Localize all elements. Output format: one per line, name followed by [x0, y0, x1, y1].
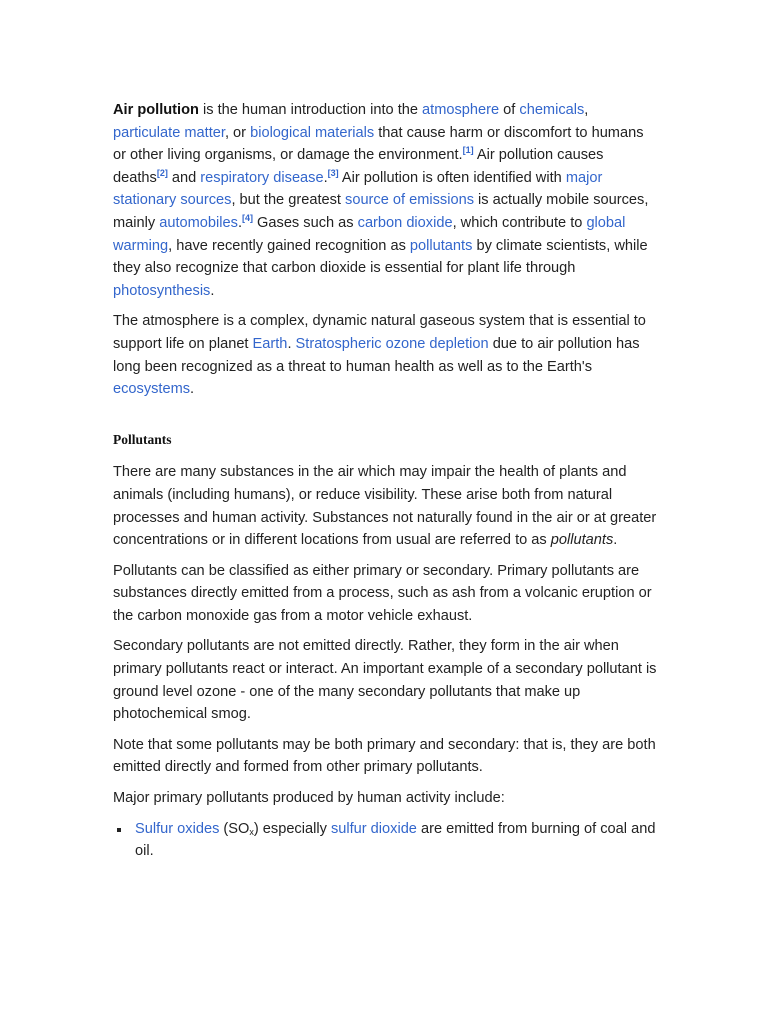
text-span: , have recently gained recognition as — [168, 237, 410, 254]
text-span: There are many substances in the air which may impair the health of plants and animals (including humans), or reduce visibility. These arise both from natural processes and human activity. Substances not naturally found in the air or at greater concentrations or in different locations from usual are referred to as — [113, 464, 657, 549]
text-span: by climate scientists, while they also recognize that carbon dioxide is essential for plant life through — [113, 237, 648, 277]
link-carbon-dioxide[interactable]: carbon dioxide — [357, 214, 453, 231]
text-span: Air pollution is often identified with — [338, 169, 566, 186]
text-span: . — [287, 335, 296, 352]
ref-4[interactable]: [4] — [242, 212, 253, 223]
link-pollutants[interactable]: pollutants — [409, 237, 473, 254]
link-stratospheric-ozone-depletion[interactable]: Stratospheric ozone depletion — [295, 335, 489, 352]
text-span: . — [237, 214, 242, 231]
subscript-x: x — [249, 826, 254, 837]
text-span: The atmosphere is a complex, dynamic natural gaseous system that is essential to support life on planet — [113, 313, 646, 352]
text-span: . — [210, 282, 215, 299]
text-span: is the human introduction into the — [198, 102, 423, 118]
link-source-of-emissions[interactable]: source of emissions — [345, 192, 474, 209]
text-span: , which contribute to — [452, 214, 587, 231]
text-span: of — [499, 102, 520, 118]
link-automobiles[interactable]: automobiles — [159, 214, 238, 231]
ref-3[interactable]: [3] — [327, 167, 339, 178]
text-span: and — [167, 169, 201, 186]
text-span: (SO — [219, 820, 250, 837]
text-span: . — [323, 169, 328, 186]
link-sulfur-dioxide[interactable]: sulfur dioxide — [330, 820, 417, 837]
text-span: ) especially — [253, 820, 331, 837]
link-ecosystems[interactable]: ecosystems — [113, 381, 191, 398]
link-particulate-matter[interactable]: particulate matter — [113, 124, 225, 141]
substances-paragraph — [113, 461, 658, 551]
link-atmosphere[interactable]: atmosphere — [422, 102, 500, 118]
list-item — [135, 818, 658, 863]
ref-1[interactable]: [1] — [462, 145, 474, 156]
link-respiratory-disease[interactable]: respiratory disease — [200, 169, 324, 186]
term-pollutants: pollutants — [550, 532, 614, 549]
pollutant-list — [113, 818, 658, 863]
link-chemicals[interactable]: chemicals — [519, 102, 585, 118]
text-span: that cause harm or discomfort to humans or other living organisms, or damage the environment. — [113, 124, 644, 164]
text-span: Air pollution causes deaths — [113, 147, 604, 186]
text-span: , — [584, 102, 589, 118]
link-photosynthesis[interactable]: photosynthesis — [113, 282, 211, 299]
text-span: , but the greatest — [231, 192, 346, 209]
link-major-stationary-sources[interactable]: major stationary sources — [113, 169, 603, 209]
both-paragraph: Note that some pollutants may be both primary and secondary: that is, they are both emitted directly and formed from other primary pollutants. — [113, 736, 656, 776]
link-biological-materials[interactable]: biological materials — [250, 124, 375, 141]
link-earth[interactable]: Earth — [252, 335, 288, 352]
secondary-paragraph: Secondary pollutants are not emitted directly. Rather, they form in the air when primary pollutants react or interact. An important example of a secondary pollutant is ground level ozone - one of the many secondary pollutants that make up photochemical smog. — [113, 638, 657, 723]
major-primary-paragraph: Major primary pollutants produced by human activity include: — [113, 790, 505, 807]
link-global-warming[interactable]: global warming — [113, 214, 626, 254]
text-span: due to air pollution has long been recognized as a threat to human health as well as to the Earth's — [113, 335, 640, 375]
intro-paragraph — [113, 99, 658, 302]
text-span: . — [190, 381, 195, 398]
text-span: is actually mobile sources, mainly — [113, 192, 649, 231]
text-span: Gases such as — [253, 214, 358, 231]
article-body — [113, 99, 658, 863]
section-heading-pollutants: Pollutants — [113, 431, 172, 447]
text-span: are emitted from burning of coal and oil. — [135, 820, 656, 860]
text-span: . — [613, 532, 618, 549]
atmosphere-paragraph — [113, 310, 658, 400]
link-sulfur-oxides[interactable]: Sulfur oxides — [135, 820, 220, 837]
ref-2[interactable]: [2] — [156, 167, 168, 178]
classification-paragraph: Pollutants can be classified as either primary or secondary. Primary pollutants are substances directly emitted from a process, such as ash from a volcanic eruption or the carbon monoxide gas from a motor vehicle exhaust. — [113, 562, 652, 624]
bullet-icon — [117, 828, 121, 832]
text-span: , or — [224, 124, 251, 141]
term-air-pollution: Air pollution — [113, 102, 199, 118]
